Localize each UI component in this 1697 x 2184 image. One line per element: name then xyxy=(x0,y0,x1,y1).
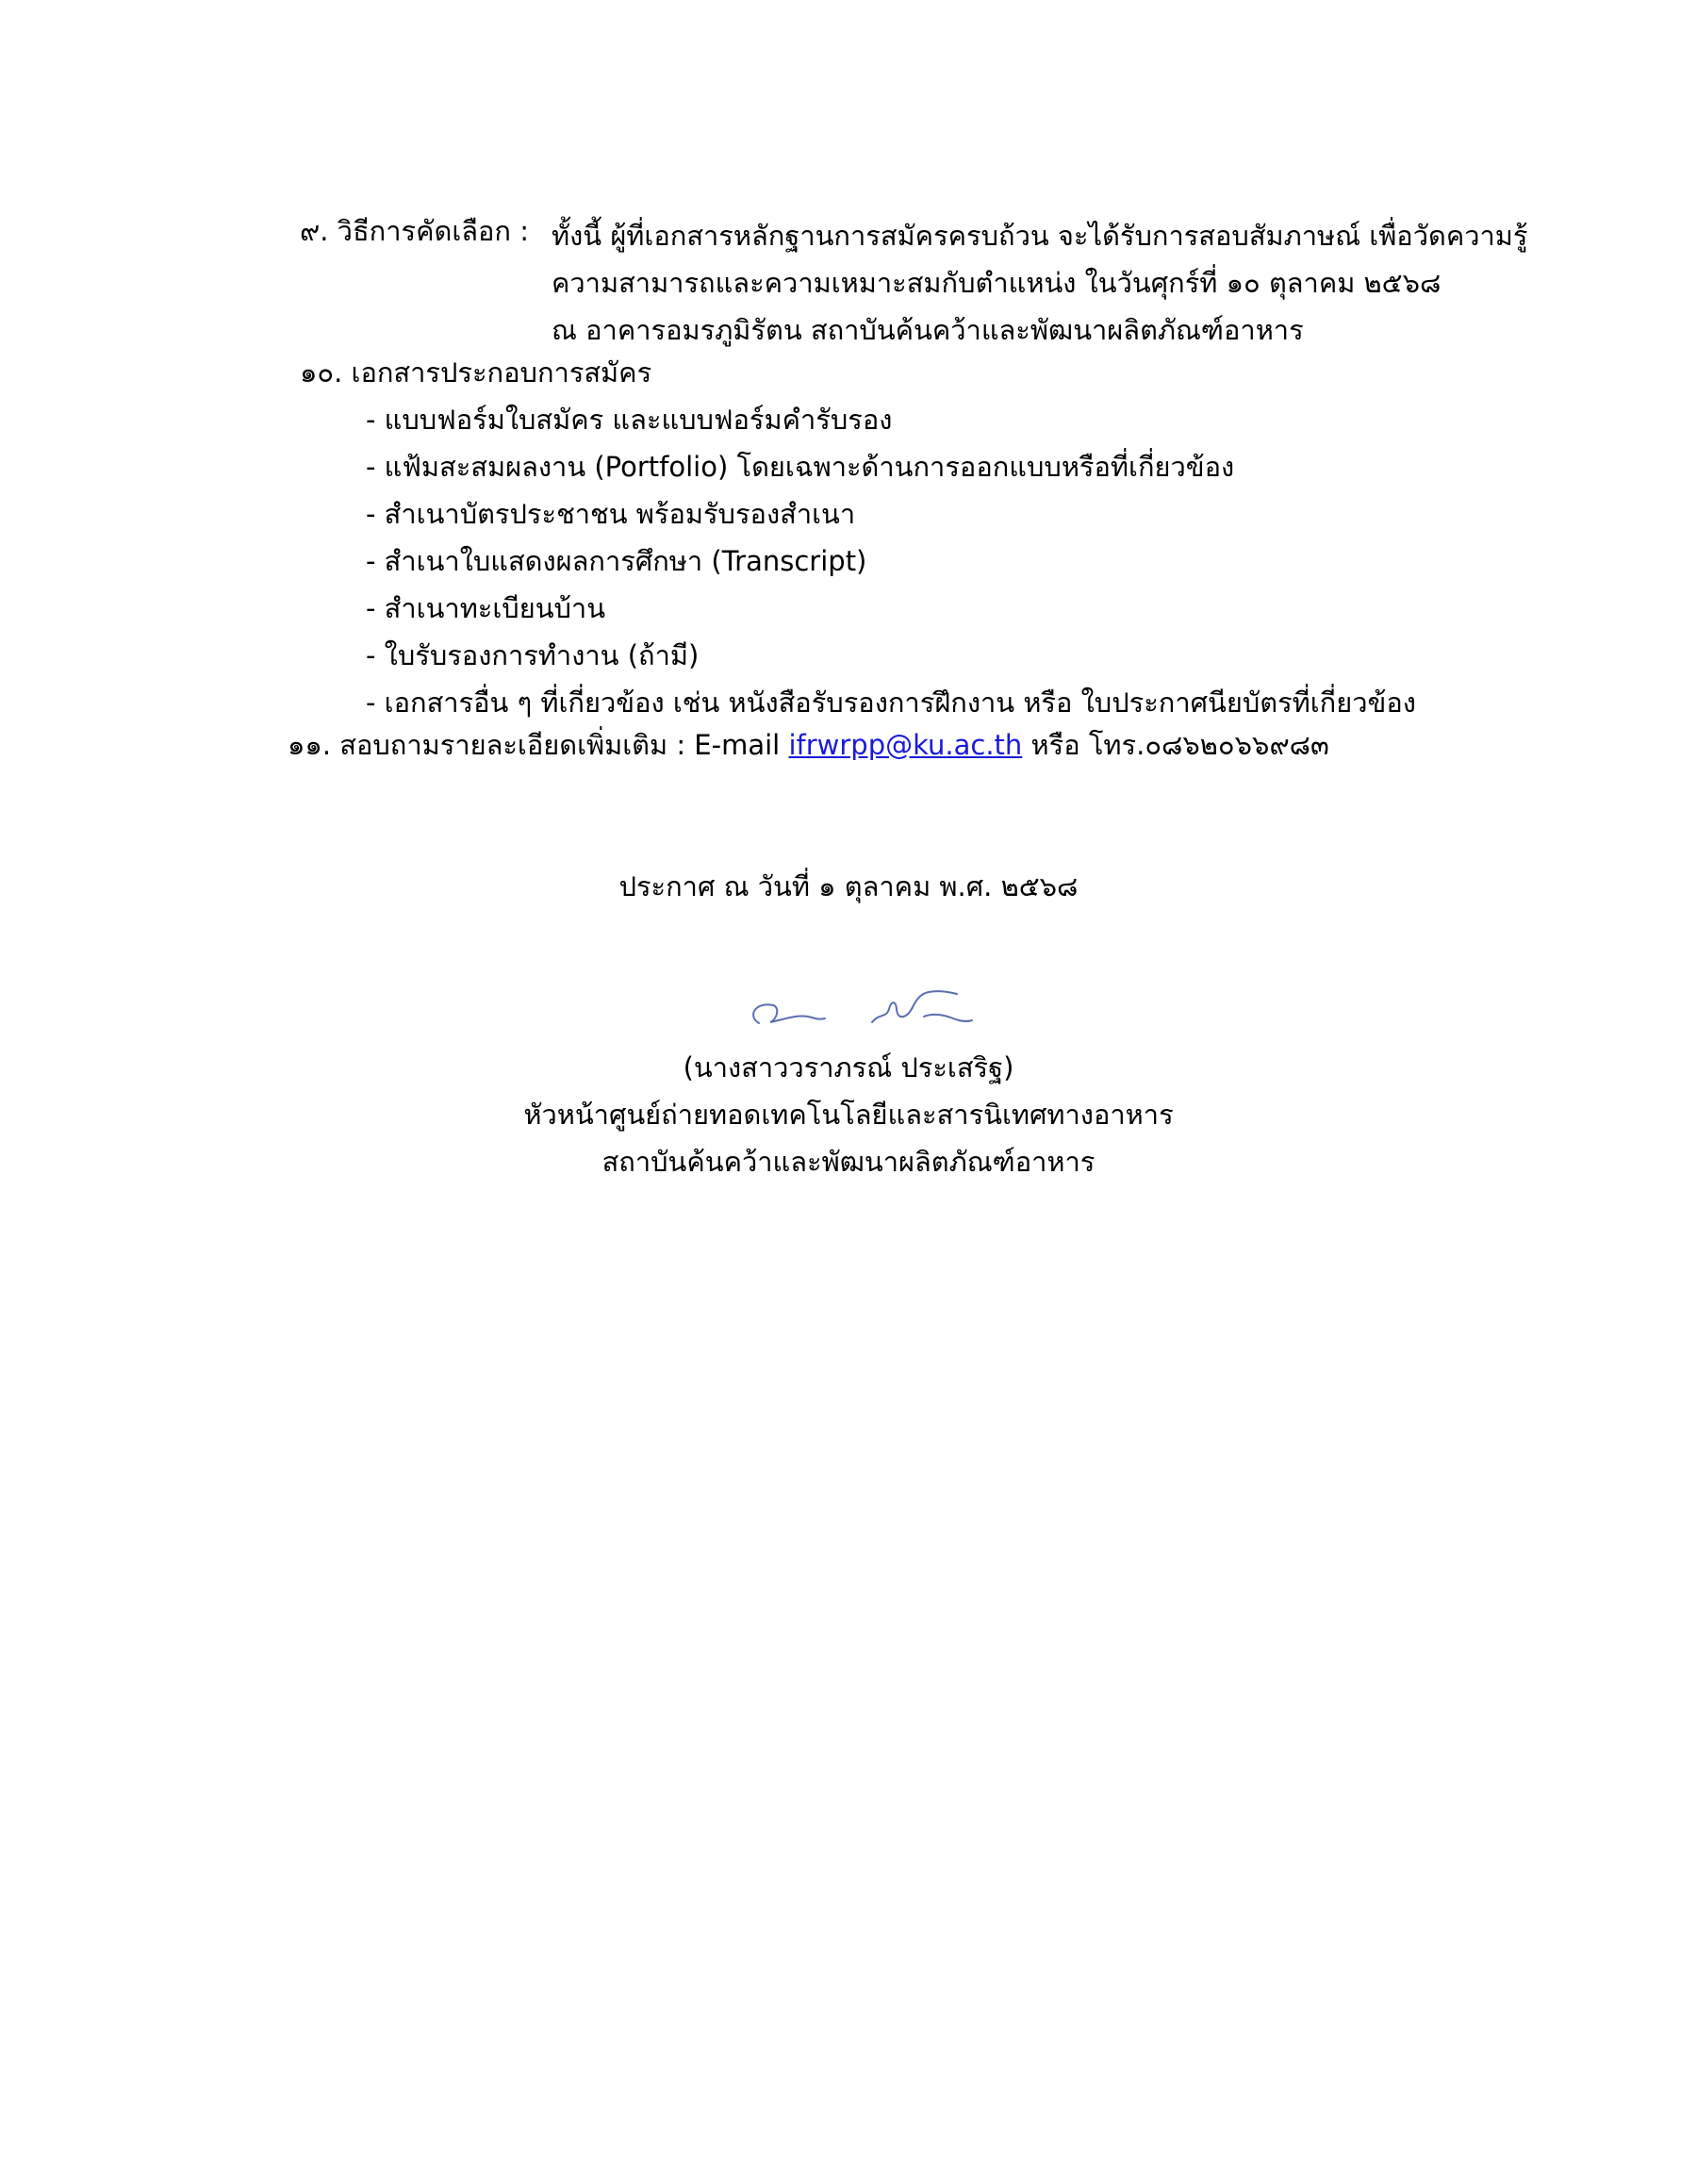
section11-contact xyxy=(288,726,1329,764)
signatory-organization: สถาบันค้นคว้าและพัฒนาผลิตภัณฑ์อาหาร xyxy=(601,1146,1096,1178)
section10-item: - แบบฟอร์มใบสมัคร และแบบฟอร์มคำรับรอง xyxy=(366,404,893,436)
announcement-date: ประกาศ ณ วันที่ ๑ ตุลาคม พ.ศ. ๒๕๖๘ xyxy=(618,870,1079,902)
section10-item: - เอกสารอื่น ๆ ที่เกี่ยวข้อง เช่น หนังสือรับรองการฝึกงาน หรือ ใบประกาศนียบัตรที่เกี่ยวข้อง xyxy=(366,687,1416,719)
section10-item: - สำเนาบัตรประชาชน พร้อมรับรองสำเนา xyxy=(366,498,856,530)
signatory-position: หัวหน้าศูนย์ถ่ายทอดเทคโนโลยีและสารนิเทศทางอาหาร xyxy=(523,1099,1174,1131)
section9-line: ณ อาคารอมรภูมิรัตน สถาบันค้นคว้าและพัฒนาผลิตภัณฑ์อาหาร xyxy=(552,314,1304,346)
section10-title: ๑๐. เอกสารประกอบการสมัคร xyxy=(300,356,652,389)
section9-line: ความสามารถและความเหมาะสมกับตำแหน่ง ในวันศุกร์ที่ ๑๐ ตุลาคม ๒๕๖๘ xyxy=(552,267,1442,299)
section10-item: - ใบรับรองการทำงาน (ถ้ามี) xyxy=(366,639,700,671)
section10-item: - แฟ้มสะสมผลงาน (Portfolio) โดยเฉพาะด้านการออกแบบหรือที่เกี่ยวข้อง xyxy=(366,451,1235,483)
section9-label: ๙. วิธีการคัดเลือก : xyxy=(300,215,529,247)
signature-image xyxy=(731,981,985,1047)
section11-phone: หรือ โทร.๐๘๖๒๐๖๖๙๘๓ xyxy=(1022,729,1329,761)
signatory-name: (นางสาววราภรณ์ ประเสริฐ) xyxy=(683,1051,1014,1084)
section9-line: ทั้งนี้ ผู้ที่เอกสารหลักฐานการสมัครครบถ้วน จะได้รับการสอบสัมภาษณ์ เพื่อวัดความรู้ xyxy=(552,220,1528,252)
section10-item: - สำเนาทะเบียนบ้าน xyxy=(366,592,606,624)
section10-item: - สำเนาใบแสดงผลการศึกษา (Transcript) xyxy=(366,545,867,577)
email-link[interactable]: ifrwrpp@ku.ac.th xyxy=(788,729,1023,761)
section9-paragraph xyxy=(552,212,1528,354)
section11-prefix: ๑๑. สอบถามรายละเอียดเพิ่มเติม : E-mail xyxy=(288,729,789,761)
